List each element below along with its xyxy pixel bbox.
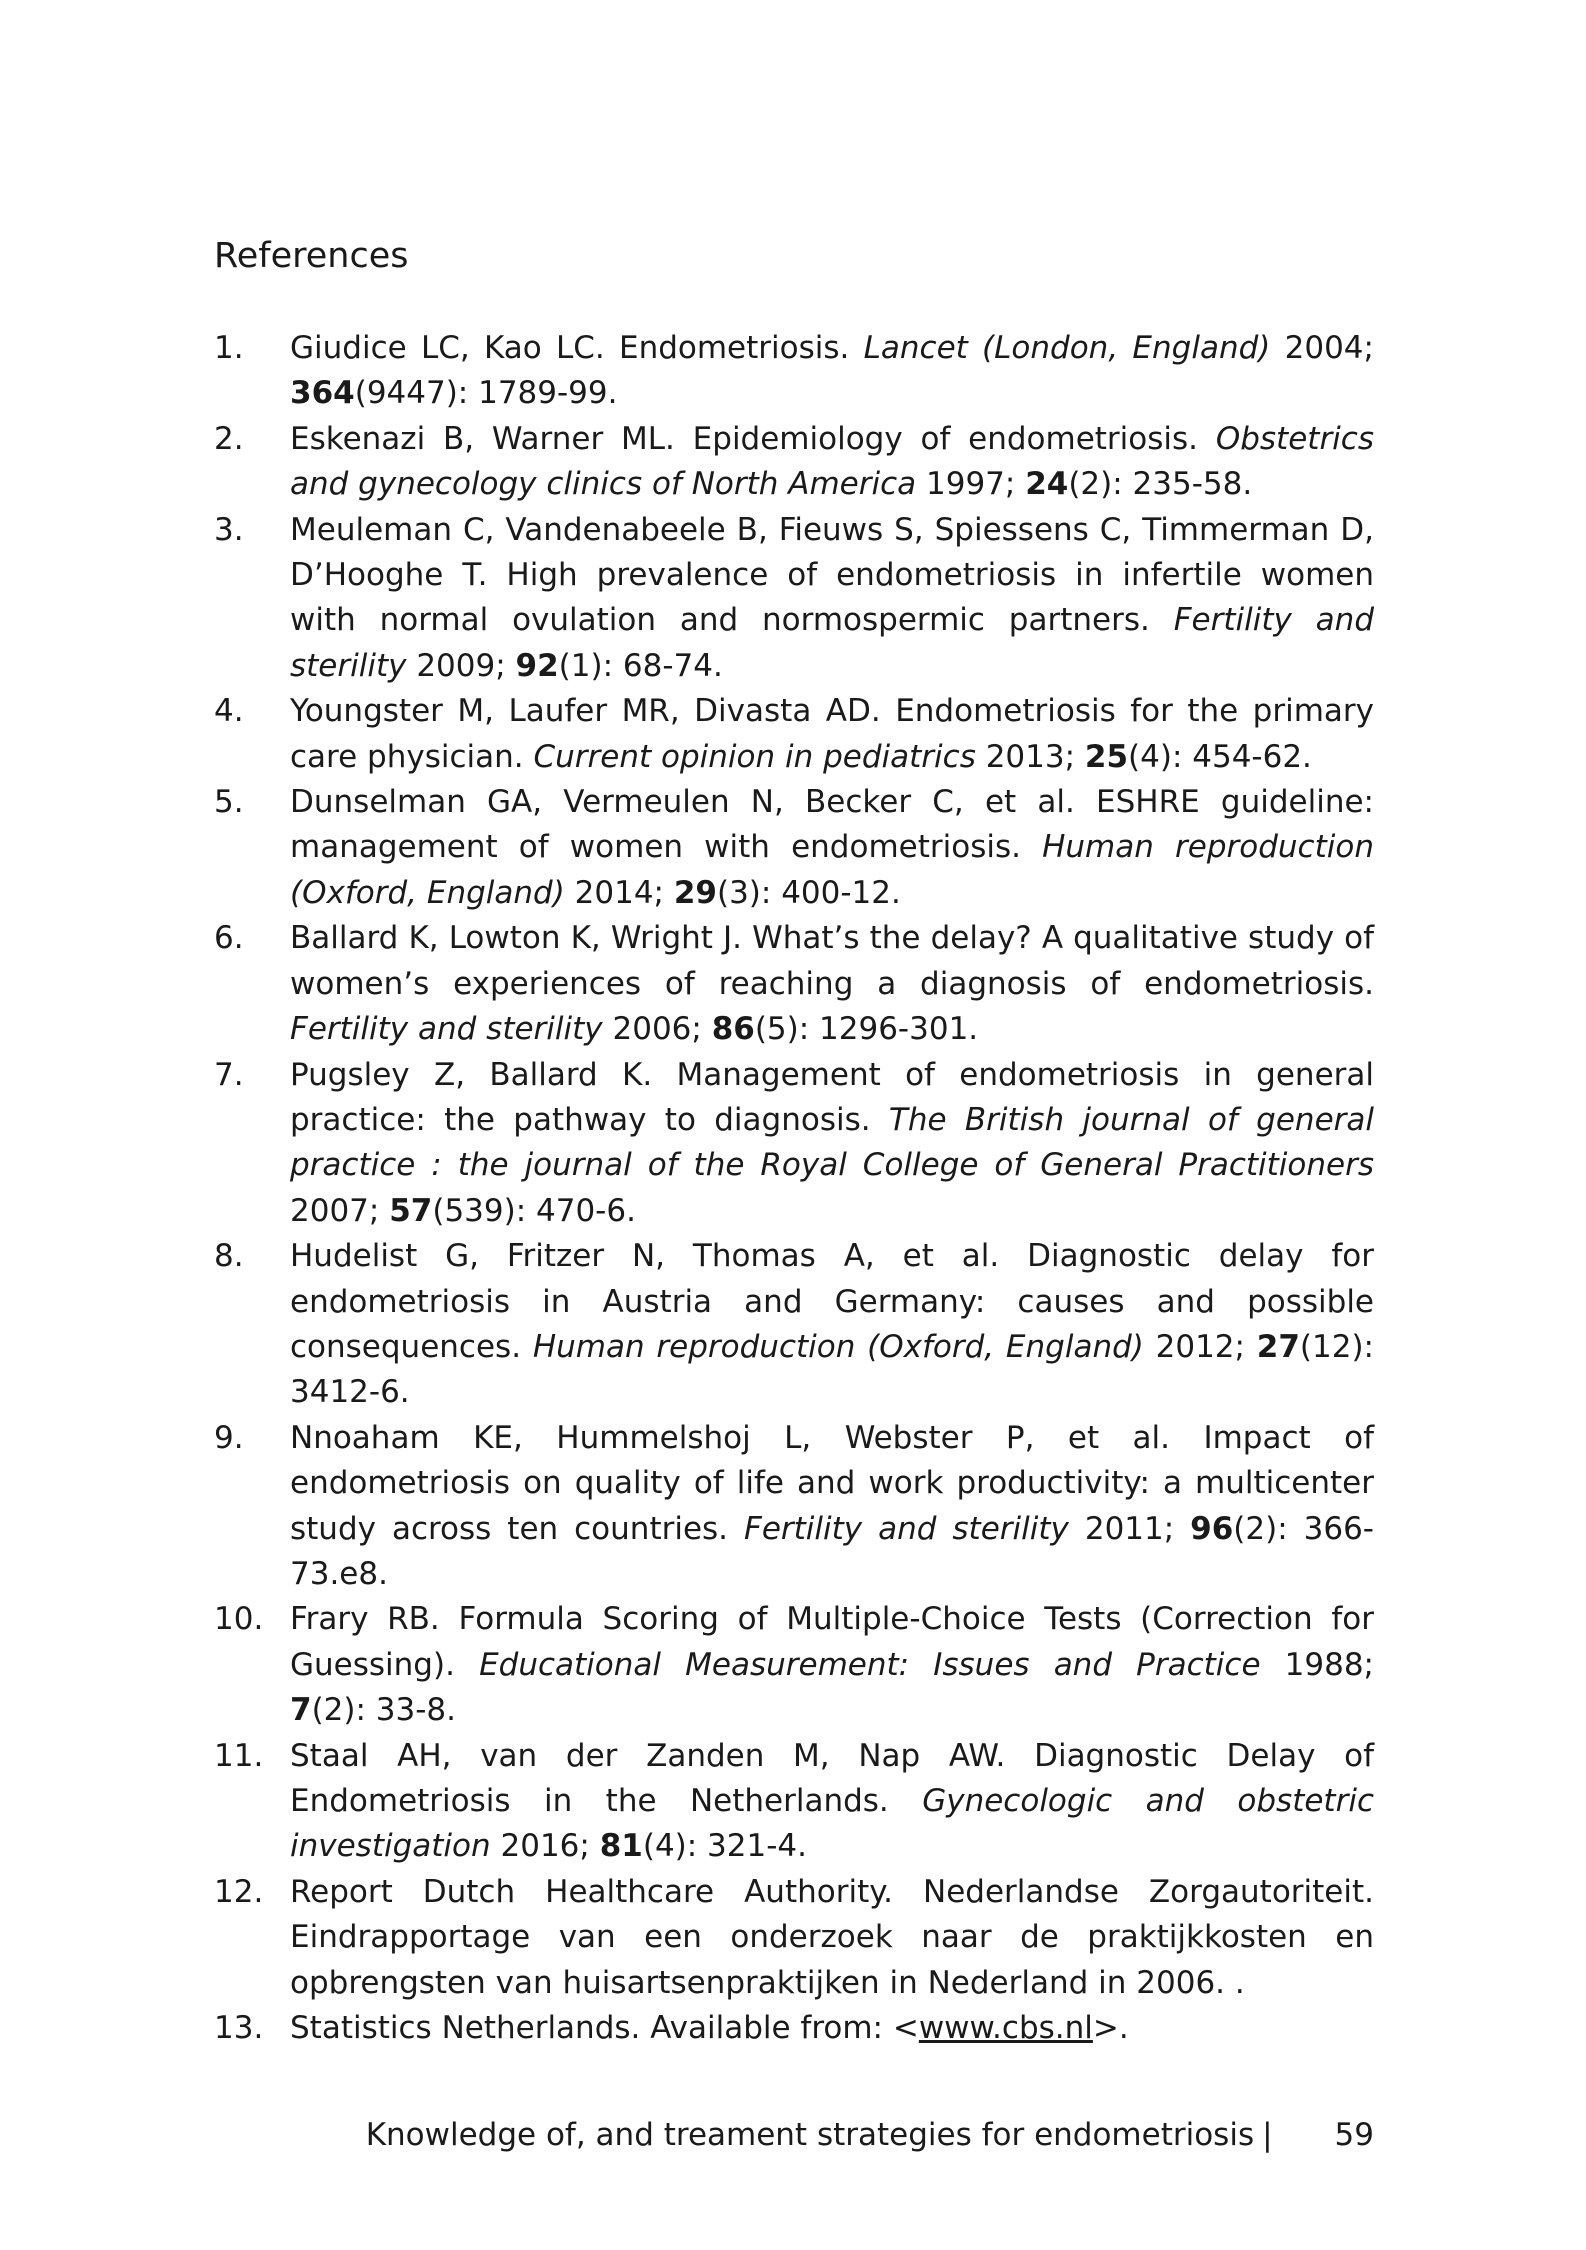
reference-year: 2006; <box>602 1011 712 1048</box>
reference-item <box>214 508 1374 690</box>
reference-journal: Human reproduction (Oxford, England) <box>290 829 1374 911</box>
reference-pages: (3): 400-12. <box>716 874 901 911</box>
reference-volume: 24 <box>1025 466 1069 503</box>
reference-text: Frary RB. Formula Scoring of Multiple-Choice Tests (Correction for Guessing). <box>290 1601 1374 1683</box>
reference-year: 1988; <box>1260 1646 1374 1683</box>
reference-journal: Human reproduction (Oxford, England) <box>532 1328 1144 1365</box>
reference-volume: 27 <box>1256 1328 1300 1365</box>
reference-item <box>214 1597 1374 1733</box>
reference-item <box>214 1734 1374 1870</box>
reference-number: 3. <box>214 511 244 548</box>
reference-journal: Lancet (London, England) <box>863 330 1271 366</box>
page-footer <box>0 2117 1374 2153</box>
reference-volume: 7 <box>290 1692 312 1729</box>
footer-title: Knowledge of, and treament strategies for endometriosis <box>365 2117 1255 2153</box>
reference-item <box>214 326 1374 417</box>
reference-pages: >. <box>1092 2010 1129 2047</box>
reference-text: Ballard K, Lowton K, Wright J. What’s the delay? A qualitative study of women’s experiences of reaching a diagnosis of endometriosis. <box>290 920 1374 1002</box>
reference-year: 2016; <box>490 1828 600 1865</box>
references-heading: References <box>214 236 409 276</box>
reference-volume: 92 <box>515 647 559 684</box>
reference-item <box>214 1053 1374 1235</box>
reference-year: 2014; <box>564 874 674 911</box>
reference-number: 8. <box>214 1238 244 1275</box>
reference-item <box>214 689 1374 780</box>
reference-number: 4. <box>214 693 244 730</box>
reference-item <box>214 1870 1374 2006</box>
reference-year: 2007; <box>290 1192 390 1229</box>
reference-volume: 86 <box>711 1011 755 1048</box>
reference-text: Report Dutch Healthcare Authority. Nederlandse Zorgautoriteit. Eindrapportage van een onderzoek naar de praktijkkosten en opbrengsten van huisartsenpraktijken in Nederland in 2006. . <box>290 1873 1374 2001</box>
reference-item <box>214 1416 1374 1598</box>
reference-year: 2004; <box>1270 330 1374 366</box>
reference-number: 6. <box>214 920 244 957</box>
reference-journal: Fertility and sterility <box>290 602 1374 684</box>
reference-text: Hudelist G, Fritzer N, Thomas A, et al. Diagnostic delay for endometriosis in Austria and Germany: causes and possible consequences. <box>290 1238 1374 1365</box>
reference-number: 13. <box>214 2010 264 2047</box>
reference-number: 7. <box>214 1056 244 1093</box>
reference-journal: Fertility and sterility <box>744 1510 1069 1547</box>
reference-text: Statistics Netherlands. Available from: < <box>290 2010 919 2047</box>
reference-number: 12. <box>214 1873 264 1910</box>
reference-pages: (5): 1296-301. <box>754 1011 979 1048</box>
reference-volume: 364 <box>290 375 355 412</box>
reference-text: Giudice LC, Kao LC. Endometriosis. <box>290 330 864 366</box>
reference-pages: (2): 235-58. <box>1068 466 1253 503</box>
reference-volume: 25 <box>1084 738 1129 775</box>
reference-journal: Educational Measurement: Issues and Practice <box>479 1646 1261 1683</box>
reference-pages: (4): 454-62. <box>1128 738 1312 775</box>
reference-pages: (1): 68-74. <box>558 647 723 684</box>
reference-pages: (4): 321-4. <box>642 1828 807 1865</box>
reference-item <box>214 916 1374 1052</box>
reference-number: 5. <box>214 784 244 821</box>
reference-item <box>214 417 1374 508</box>
reference-text: Youngster M, Laufer MR, Divasta AD. Endometriosis for the primary care physician. <box>290 693 1374 775</box>
reference-text: Staal AH, van der Zanden M, Nap AW. Diagnostic Delay of Endometriosis in the Netherlands. <box>290 1737 1374 1819</box>
reference-year: 2011; <box>1068 1510 1191 1547</box>
footer-separator: | <box>1262 2117 1273 2153</box>
reference-pages: (9447): 1789-99. <box>354 375 618 412</box>
reference-pages: (12): 3412-6. <box>290 1328 1374 1411</box>
reference-item <box>214 2006 1374 2051</box>
reference-number: 9. <box>214 1419 244 1456</box>
reference-journal: Current opinion in pediatrics <box>533 738 976 775</box>
reference-number: 2. <box>214 420 244 457</box>
reference-pages: (539): 470-6. <box>432 1192 636 1229</box>
reference-volume: 81 <box>599 1828 643 1865</box>
reference-year: 1997; <box>916 466 1026 503</box>
reference-item <box>214 780 1374 916</box>
reference-year: 2012; <box>1143 1328 1257 1365</box>
reference-text: Meuleman C, Vandenabeele B, Fieuws S, Spiessens C, Timmerman D, D’Hooghe T. High prevalence of endometriosis in infertile women with normal ovulation and normospermic partners. <box>290 511 1374 639</box>
reference-year: 2009; <box>406 647 516 684</box>
reference-number: 1. <box>214 330 244 366</box>
reference-journal: Gynecologic and obstetric investigation <box>290 1783 1374 1865</box>
reference-link[interactable]: www.cbs.nl <box>918 2010 1093 2047</box>
reference-number: 10. <box>214 1601 264 1638</box>
reference-journal: Obstetrics and gynecology clinics of North America <box>290 420 1374 503</box>
reference-text: Dunselman GA, Vermeulen N, Becker C, et al. ESHRE guideline: management of women with endometriosis. <box>290 784 1374 866</box>
reference-volume: 57 <box>389 1192 433 1229</box>
reference-item <box>214 1234 1374 1416</box>
reference-number: 11. <box>214 1737 264 1774</box>
reference-journal: The British journal of general practice : the journal of the Royal College of General Practitioners <box>290 1101 1374 1184</box>
reference-year: 2013; <box>975 738 1085 775</box>
reference-volume: 29 <box>673 874 717 911</box>
reference-pages: (2): 33-8. <box>311 1692 456 1729</box>
reference-text: Eskenazi B, Warner ML. Epidemiology of endometriosis. <box>290 420 1216 457</box>
reference-pages: (2): 366-73.e8. <box>290 1510 1374 1592</box>
reference-journal: Fertility and sterility <box>290 1011 603 1048</box>
page-number: 59 <box>1334 2117 1374 2153</box>
reference-list <box>214 326 1374 2051</box>
reference-volume: 96 <box>1190 1510 1234 1547</box>
reference-text: Pugsley Z, Ballard K. Management of endometriosis in general practice: the pathway to diagnosis. <box>290 1056 1374 1138</box>
reference-text: Nnoaham KE, Hummelshoj L, Webster P, et al. Impact of endometriosis on quality of life and work productivity: a multicenter study across ten countries. <box>290 1419 1374 1547</box>
